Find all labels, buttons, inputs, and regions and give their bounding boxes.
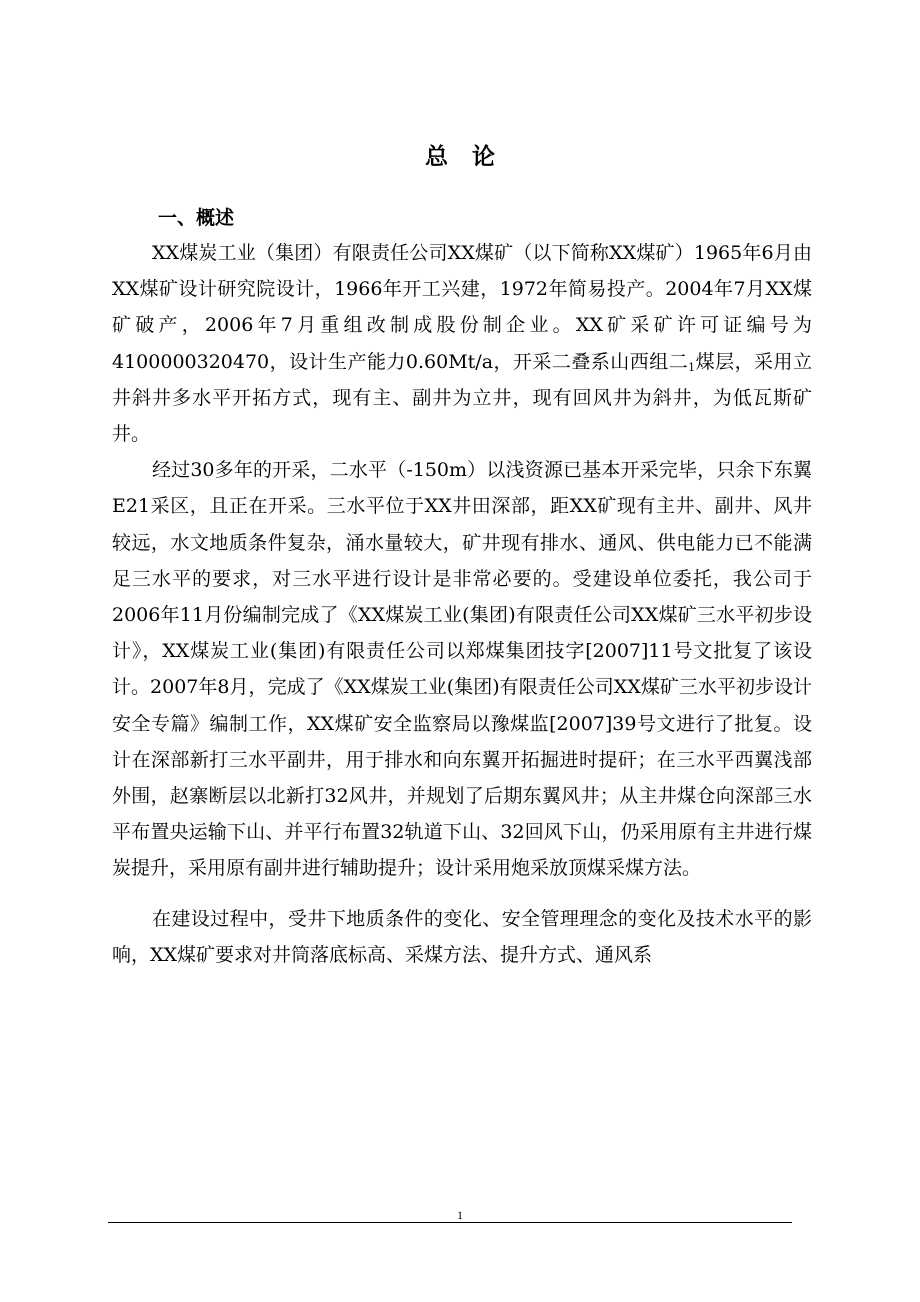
seam-subscript: 1	[688, 360, 696, 374]
paragraph-overview	[112, 235, 812, 452]
paragraph-text: 煤层，采用立井斜井多水平开拓方式，现有主、副井为立井，现有回风井为斜井，为低瓦斯矿井。	[112, 350, 812, 446]
paragraph-text: XX煤炭工业（集团）有限责任公司XX煤矿（以下简称XX煤矿）1965年6月由XX煤矿设计研究院设计，1966年开工兴建，1972年简易投产。2004年7月XX煤矿破产，2006年7月重组改制成股份制企业。XX矿采矿许可证编号为4100000320470，设计生产能力0.60Mt/a，开采二叠系山西组二	[112, 242, 812, 373]
section-heading: 一、概述	[158, 207, 235, 229]
page-title: 总论	[425, 144, 519, 170]
document-body	[112, 235, 812, 973]
paragraph-history: 经过30多年的开采，二水平（-150m）以浅资源已基本开采完毕，只余下东翼E21采区，且正在开采。三水平位于XX井田深部，距XX矿现有主井、副井、风井较远，水文地质条件复杂，涌水量较大，矿井现有排水、通风、供电能力已不能满足三水平的要求，对三水平进行设计是非常必要的。受建设单位委托，我公司于2006年11月份编制完成了《XX煤炭工业(集团)有限责任公司XX煤矿三水平初步设计》，XX煤炭工业(集团)有限责任公司以郑煤集团技字[2007]11号文批复了该设计。2007年8月，完成了《XX煤炭工业(集团)有限责任公司XX煤矿三水平初步设计安全专篇》编制工作，XX煤矿安全监察局以豫煤监[2007]39号文进行了批复。设计在深部新打三水平副井，用于排水和向东翼开拓掘进时提矸；在三水平西翼浅部外围，赵寨断层以北新打32风井，并规划了后期东翼风井；从主井煤仓向深部三水平布置央运输下山、并平行布置32轨道下山、32回风下山，仍采用原有主井进行煤炭提升，采用原有副井进行辅助提升；设计采用炮采放顶煤采煤方法。	[112, 459, 812, 880]
paragraph-construction: 在建设过程中，受井下地质条件的变化、安全管理理念的变化及技术水平的影响，XX煤矿要求对井筒落底标高、采煤方法、提升方式、通风系	[112, 907, 812, 966]
page-number: 1	[457, 1208, 463, 1222]
footer-divider	[108, 1222, 792, 1223]
